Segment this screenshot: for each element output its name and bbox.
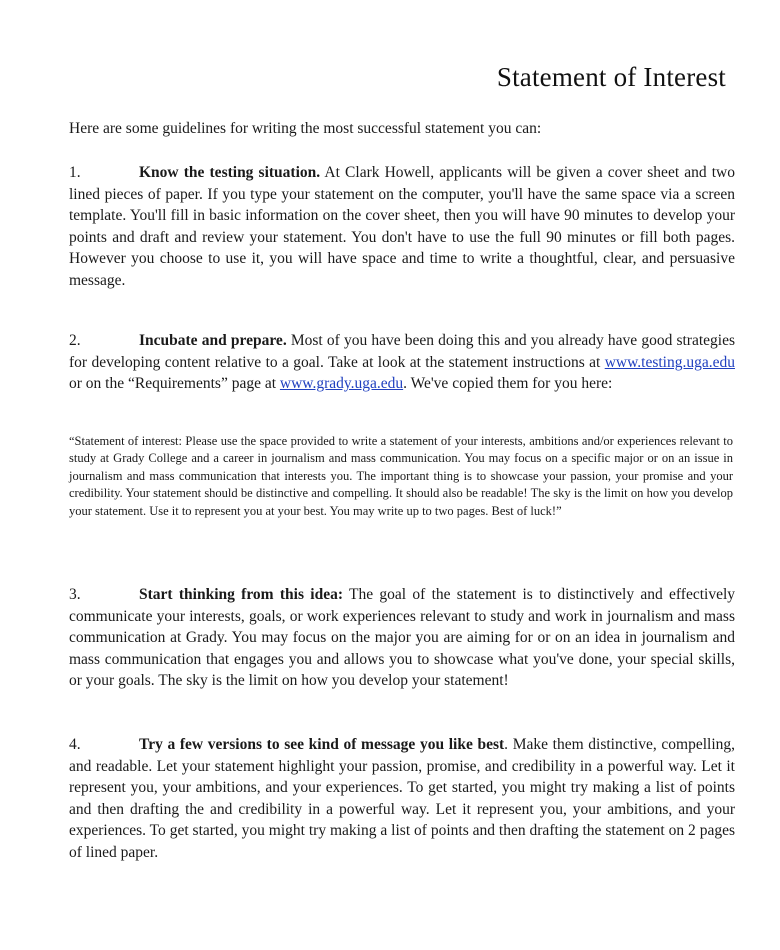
item-heading: Incubate and prepare.: [139, 332, 287, 349]
item-number: 1.: [69, 164, 81, 181]
intro-text: Here are some guidelines for writing the most successful statement you can:: [69, 120, 542, 137]
item-heading: Try a few versions to see kind of message you like best: [139, 736, 505, 753]
guideline-item-3: [69, 584, 735, 692]
item-number: 2.: [69, 332, 81, 349]
item-text: The goal of the statement is to distinctively and effectively communicate your interests, goals, or work experiences relevant to study and work in journalism and mass communication at Grady. You may focus on the major you are aiming for or on an idea in journalism and mass communication that engages you and allows you to showcase what you've done, your special skills, or your goals. The sky is the limit on how you develop your statement!: [69, 586, 736, 689]
guideline-item-1: [69, 162, 735, 291]
item-heading: Start thinking from this idea:: [139, 586, 343, 603]
item-text: Most of you have been doing this and you already have good strategies for developing content relative to a goal. Take at look at the statement instructions at: [69, 332, 736, 371]
item-text: . We've copied them for you here:: [403, 375, 613, 392]
item-text: or on the “Requirements” page at: [69, 375, 280, 392]
grady-link[interactable]: www.grady.uga.edu: [279, 375, 404, 392]
guideline-item-4: [69, 734, 735, 863]
quoted-instructions: “Statement of interest: Please use the space provided to write a statement of your interests, ambitions and/or experiences relevant to study at Grady College and a career in journalism and mass communication. You may focus on a specific major or on an issue in journalism and mass communication that interests you. The important thing is to showcase your passion, your promise and your credibility. Your statement should be distinctive and compelling. It should also be readable! The sky is the limit on how you develop your statement. Use it to represent you at your best. You may write up to two pages. Best of luck!”: [69, 434, 733, 518]
item-text: At Clark Howell, applicants will be given a cover sheet and two lined pieces of paper. If you type your statement on the computer, you'll have the same space via a screen template. You'll fill in basic information on the cover sheet, then you will have 90 minutes to develop your points and draft and review your statement. You don't have to use the full 90 minutes or fill both pages. However you choose to use it, you will have space and time to write a thoughtful, clear, and persuasive message.: [69, 164, 736, 289]
guideline-item-2: [69, 330, 735, 395]
item-number: 4.: [69, 736, 81, 753]
testing-link[interactable]: www.testing.uga.edu: [604, 353, 735, 371]
item-heading: Know the testing situation.: [139, 164, 321, 181]
document-title: Statement of Interest: [496, 62, 726, 92]
item-number: 3.: [69, 586, 81, 603]
item-text: . Make them distinctive, compelling, and readable. Let your statement highlight your passion, promise, and credibility in a powerful way. Let it represent you, your ambitions, and your experiences. To get started, you might try making a list of points and then drafting the and credibility in a powerful way. Let it represent you, your ambitions, and your experiences. To get started, you might try making a list of points and then drafting the statement on 2 pages of lined paper.: [69, 736, 735, 861]
